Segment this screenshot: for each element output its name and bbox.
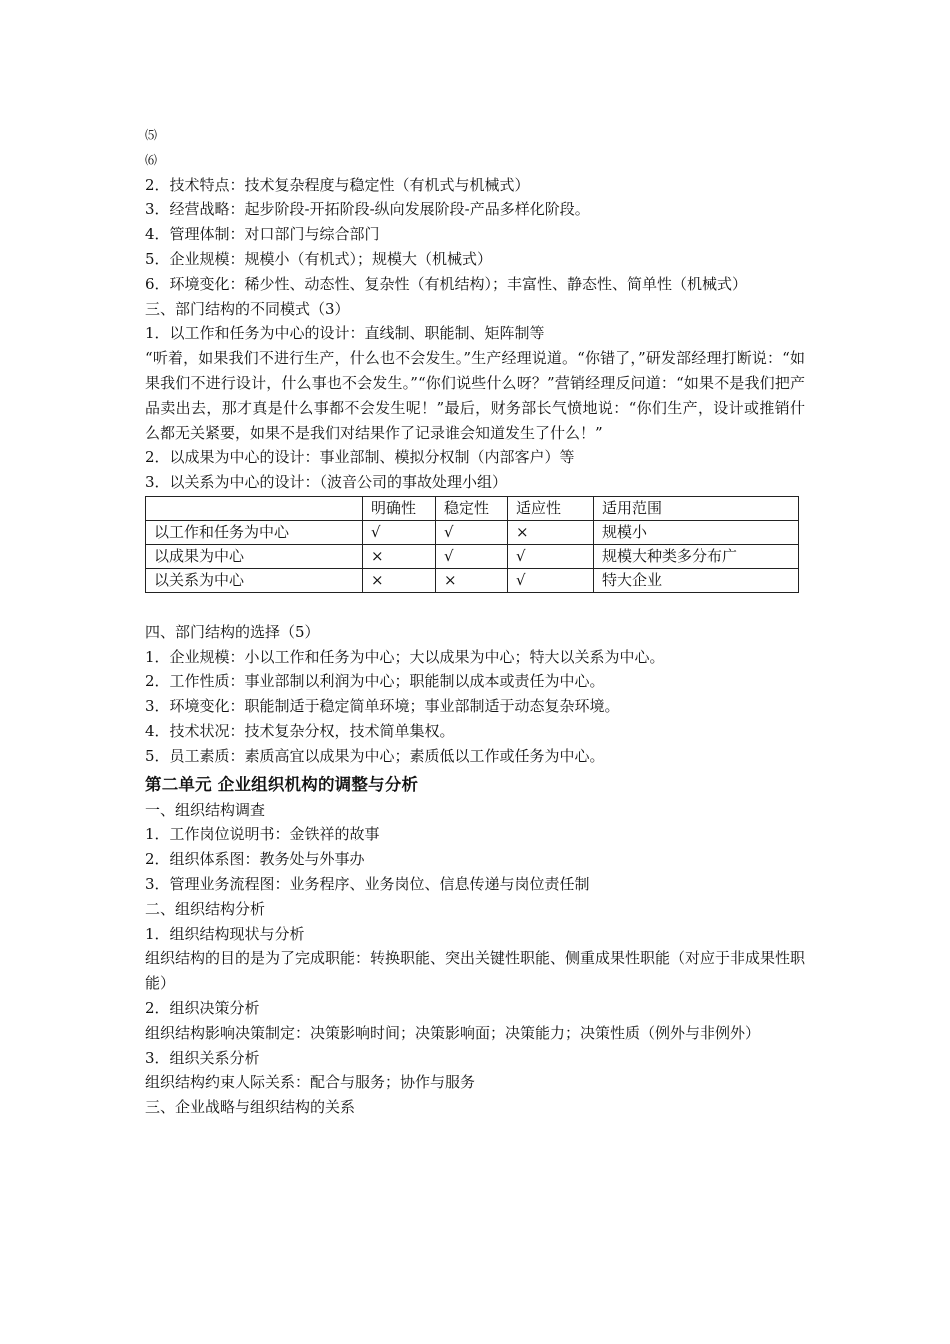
table-row bbox=[146, 520, 799, 544]
section-heading: 三、企业战略与组织结构的关系 bbox=[145, 1098, 356, 1117]
factor-item: 5．企业规模：规模小（有机式）；规模大（机械式） bbox=[145, 249, 493, 268]
list-item: 4．技术状况：技术复杂分权，技术简单集权。 bbox=[145, 721, 455, 740]
table-cell: × bbox=[436, 568, 508, 592]
section-heading: 四、部门结构的选择（5） bbox=[145, 622, 320, 641]
table-header-cell: 适用范围 bbox=[594, 496, 799, 520]
section-heading: 一、组织结构调查 bbox=[145, 800, 266, 819]
table-cell: √ bbox=[436, 544, 508, 568]
table-cell: × bbox=[363, 568, 436, 592]
factor-item: 3．经营战略：起步阶段-开拓阶段-纵向发展阶段-产品多样化阶段。 bbox=[145, 200, 590, 219]
list-item: 2．组织体系图：教务处与外事办 bbox=[145, 850, 365, 869]
factor-item: 6．环境变化：稀少性、动态性、复杂性（有机结构）；丰富性、静态性、简单性（机械式） bbox=[145, 274, 748, 293]
table-header-cell: 适应性 bbox=[508, 496, 594, 520]
subsection-heading: 1．组织结构现状与分析 bbox=[145, 924, 305, 943]
table-header-row bbox=[146, 496, 799, 520]
table-header-cell: 稳定性 bbox=[436, 496, 508, 520]
list-item: 3．管理业务流程图：业务程序、业务岗位、信息传递与岗位责任制 bbox=[145, 874, 590, 893]
table-cell: 规模小 bbox=[594, 520, 799, 544]
body-paragraph: 组织结构约束人际关系：配合与服务；协作与服务 bbox=[145, 1073, 476, 1092]
table-cell: 以关系为中心 bbox=[146, 568, 363, 592]
table-cell: √ bbox=[363, 520, 436, 544]
section-heading: 三、部门结构的不同模式（3） bbox=[145, 299, 350, 318]
table-row bbox=[146, 568, 799, 592]
body-paragraph: 组织结构影响决策制定：决策影响时间；决策影响面；决策能力；决策性质（例外与非例外） bbox=[145, 1023, 761, 1042]
list-item: 3．环境变化：职能制适于稳定简单环境；事业部制适于动态复杂环境。 bbox=[145, 697, 620, 716]
table-header-cell bbox=[146, 496, 363, 520]
list-item: 3．以关系为中心的设计：（波音公司的事故处理小组） bbox=[145, 473, 508, 492]
list-item: 1．以工作和任务为中心的设计：直线制、职能制、矩阵制等 bbox=[145, 324, 545, 343]
subsection-heading: 2．组织决策分析 bbox=[145, 998, 260, 1017]
comparison-table bbox=[145, 496, 799, 593]
list-marker-5: ⑸ bbox=[145, 128, 158, 142]
factor-item: 4．管理体制：对口部门与综合部门 bbox=[145, 225, 380, 244]
table-cell: √ bbox=[436, 520, 508, 544]
list-item: 1．企业规模：小以工作和任务为中心；大以成果为中心；特大以关系为中心。 bbox=[145, 647, 665, 666]
unit-title: 第二单元 企业组织机构的调整与分析 bbox=[145, 774, 419, 794]
body-paragraph: 组织结构的目的是为了完成职能：转换职能、突出关键性职能、侧重成果性职能（对应于非成果性职能） bbox=[145, 949, 806, 993]
list-item: 2．以成果为中心的设计：事业部制、模拟分权制（内部客户）等 bbox=[145, 448, 575, 467]
section-heading: 二、组织结构分析 bbox=[145, 899, 266, 918]
factor-item: 2．技术特点：技术复杂程度与稳定性（有机式与机械式） bbox=[145, 175, 530, 194]
table-header-cell: 明确性 bbox=[363, 496, 436, 520]
quote-paragraph: “听着，如果我们不进行生产，什么也不会发生。”生产经理说道。“你错了，”研发部经理打断说：“如果我们不进行设计，什么事也不会发生。”“你们说些什么呀？”营销经理反问道：“如果不是我们把产品卖出去，那才真是什么事都不会发生呢！”最后，财务部长气愤地说：“你们生产，设计或推销什么都无关紧要，如果不是我们对结果作了记录谁会知道发生了什么！” bbox=[145, 349, 805, 442]
table-cell: 规模大种类多分布广 bbox=[594, 544, 799, 568]
table-cell: × bbox=[508, 520, 594, 544]
document-page bbox=[145, 123, 805, 1120]
table-cell: 以工作和任务为中心 bbox=[146, 520, 363, 544]
list-item: 5．员工素质：素质高宜以成果为中心；素质低以工作或任务为中心。 bbox=[145, 746, 605, 765]
table-cell: √ bbox=[508, 568, 594, 592]
table-row bbox=[146, 544, 799, 568]
table-cell: 以成果为中心 bbox=[146, 544, 363, 568]
table-cell: 特大企业 bbox=[594, 568, 799, 592]
blank-line bbox=[145, 595, 805, 620]
subsection-heading: 3．组织关系分析 bbox=[145, 1048, 260, 1067]
list-marker-6: ⑹ bbox=[145, 152, 158, 167]
list-item: 1．工作岗位说明书：金铁祥的故事 bbox=[145, 825, 380, 844]
list-item: 2．工作性质：事业部制以利润为中心；职能制以成本或责任为中心。 bbox=[145, 672, 605, 691]
table-cell: × bbox=[363, 544, 436, 568]
table-cell: √ bbox=[508, 544, 594, 568]
